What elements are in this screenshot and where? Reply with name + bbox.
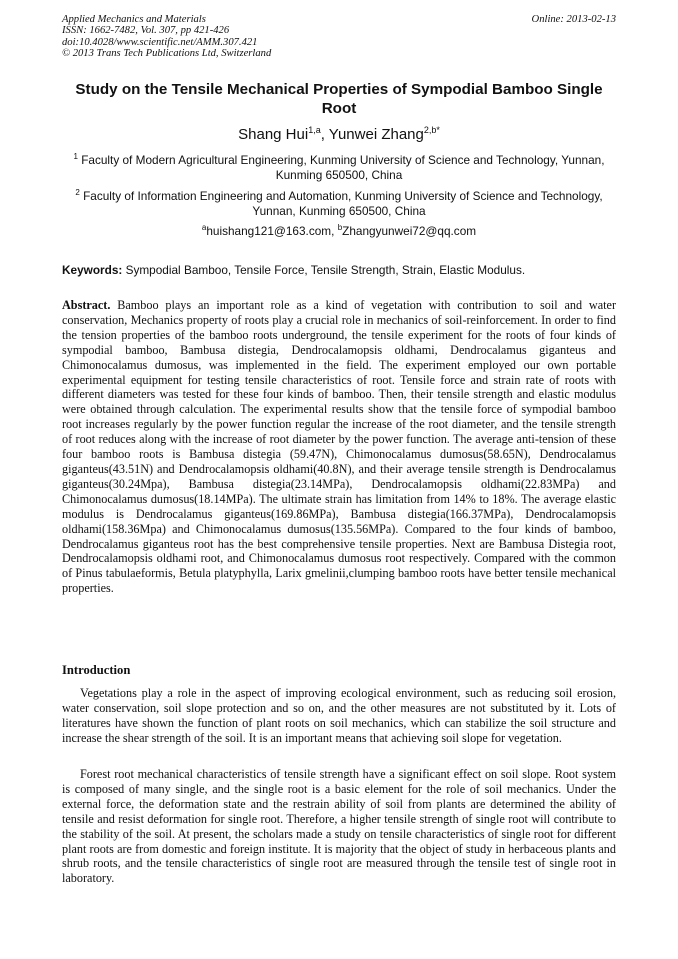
- copyright-line: © 2013 Trans Tech Publications Ltd, Switzerland: [62, 48, 272, 60]
- keywords-label: Keywords:: [62, 263, 123, 277]
- affiliation: [62, 185, 616, 219]
- email-link[interactable]: Zhangyunwei72@qq.com: [342, 224, 477, 238]
- abstract-text: Bamboo plays an important role as a kind of vegetation with contribution to soil and water conservation, Mechanics property of roots play a crucial role in mechanics of soil-reinforcement. In order to find the tension properties of the bamboo roots underground, the tensile experiment for the roots of four kinds of sympodial bamboo, Bambusa distegia, Dendrocalamopsis oldhami, Dendrocalamus giganteus and Chimonocalamus dumosus, was implemented in the field. The experiment employed our own portable experimental equipment for testing tensile characteristics of root. Tensile force and strain rate of roots with different diameters was tested for these four kinds of bamboo. Then, their tensile strength and elastic modulus were obtained through calculation. The experimental results show that the tensile force of sympodial bamboo root increases regularly by the power function regular the increase of the root diameter, and the tensile strength of root reduces along with the increase of root diameter by the power function. The average anti-tension of these four bamboo roots is Bambusa distegia (59.47N), Chimonocalamus dumosus(58.65N), Dendrocalamus giganteus(43.51N) and Dendrocalamopsis oldhami(40.8N), and their average tensile strength is Dendrocalamus giganteus(30.24Mpa), Bambusa distegia(23.14MPa), Dendrocalamopsis oldhami(22.83MPa) and Chimonocalamus dumosus(18.14MPa). The ultimate strain has limitation from 14% to 18%. The average elastic modulus is Dendrocalamus giganteus(169.86MPa), Bambusa distegia(166.37MPa), Dendrocalamopsis oldhami(158.36Mpa) and Chimonocalamus dumosus(135.56MPa). Compared to the four kinds of bamboo, Dendrocalamus giganteus root has the best comprehensive tensile properties. Next are Bambusa Distegia root, Dendrocalamopsis oldhami root, and Chimonocalamus dumosus root respectively. Compared with the common of Pinus tabulaeformis, Betula platyphylla, Larix gmelinii,clumping bamboo roots have better tensile mechanical properties.: [62, 298, 616, 596]
- affiliation-text: Faculty of Modern Agricultural Engineering, Kunming University of Science and Technology, Yunnan, Kunming 650500, China: [77, 153, 605, 183]
- author-separator: ,: [320, 126, 329, 143]
- issn-line: ISSN: 1662-7482, Vol. 307, pp 421-426: [62, 25, 230, 37]
- author-affiliation-mark: 2,b*: [423, 125, 440, 135]
- section-heading: Introduction: [62, 663, 131, 677]
- paper-title: Study on the Tensile Mechanical Properties of Sympodial Bamboo Single Root: [75, 81, 603, 117]
- body-paragraph: Vegetations play a role in the aspect of improving ecological environment, such as reducing soil erosion, water conservation, soil slope protection and so on, and the other measures are not substituted by it. Lots of literatures have shown the function of plant roots on soil mechanics, which can stabilize the soil structure and increase the shear strength of the soil. It is an important means that achieving soil slope for vegetation.: [62, 686, 616, 745]
- affiliation-number: 2: [75, 188, 80, 197]
- abstract: [62, 298, 616, 596]
- keywords: [62, 263, 616, 278]
- email-mark: a: [201, 223, 207, 232]
- body-paragraph: Forest root mechanical characteristics of tensile strength have a significant effect on soil slope. Root system is composed of many single, and the single root is a basic element for the role of soil mechanics. Under the external force, the deformation state and the restrain ability of soil from plants are determined the ability of tensile and resist deformation for single root. Therefore, a higher tensile strength of single root will contribute to the stability of the soil. At present, the scholars made a study on tensile characteristics of single root for different plant roots are from domestic and foreign institute. It is majority that the object of study in herbaceous plants and shrub roots, and the tensile characteristics of single root are measured through the tensile test of single root in laboratory.: [62, 767, 616, 886]
- keywords-text: Sympodial Bamboo, Tensile Force, Tensile Strength, Strain, Elastic Modulus.: [122, 263, 526, 277]
- online-date: Online: 2013-02-13: [531, 14, 616, 25]
- affiliation-text: Faculty of Information Engineering and Automation, Kunming University of Science and Technology, Yunnan, Kunming 650500, China: [79, 189, 603, 219]
- affiliation: [62, 149, 616, 183]
- affiliation-number: 1: [73, 152, 78, 161]
- author-affiliation-mark: 1,a: [308, 125, 321, 135]
- author-name: Yunwei Zhang: [328, 126, 424, 143]
- author-name: Shang Hui: [238, 126, 309, 143]
- author-list: [62, 121, 616, 144]
- email-link[interactable]: huishang121@163.com,: [206, 224, 338, 238]
- email-mark: b: [337, 223, 343, 232]
- journal-header: [62, 14, 271, 60]
- journal-name: Applied Mechanics and Materials: [62, 14, 206, 25]
- abstract-label: Abstract.: [62, 298, 111, 312]
- author-emails: [62, 220, 616, 239]
- doi-line: doi:10.4028/www.scientific.net/AMM.307.421: [62, 36, 258, 48]
